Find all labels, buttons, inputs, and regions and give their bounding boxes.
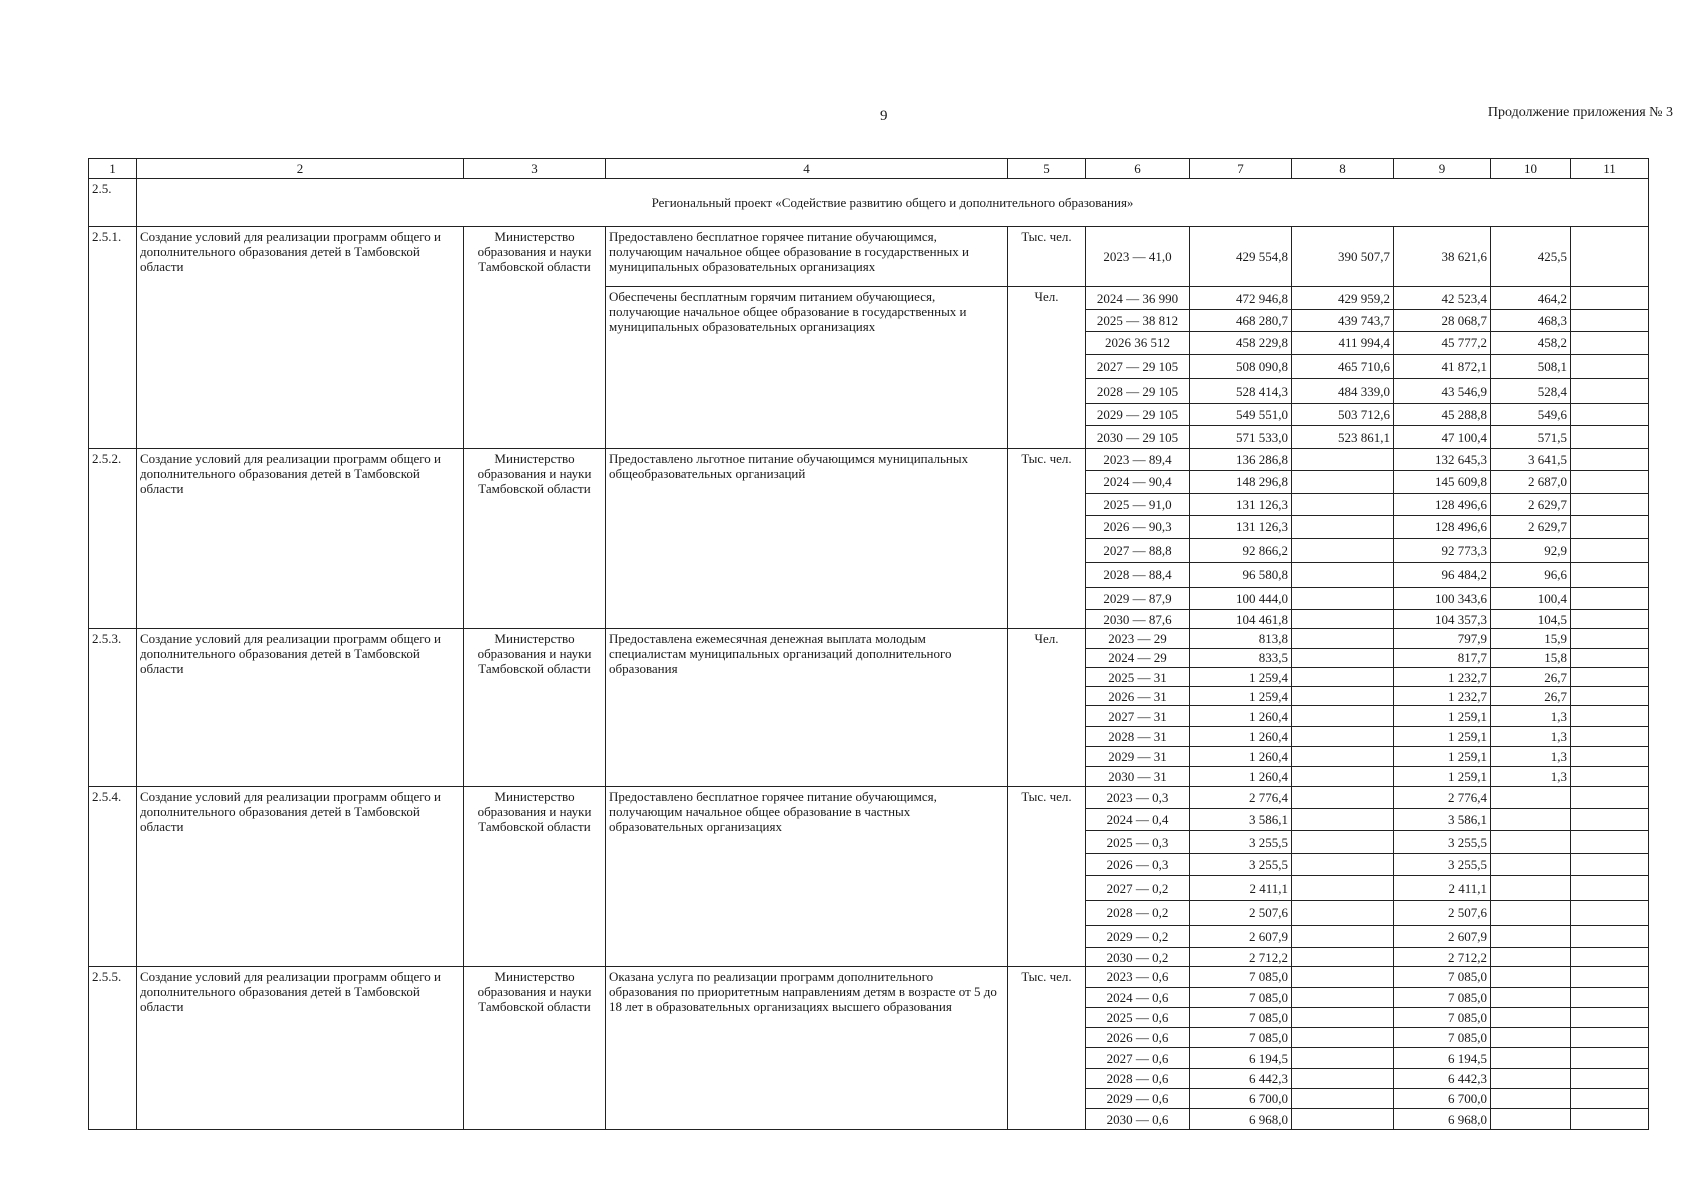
amount-col-10 <box>1491 1028 1571 1048</box>
target-value: 2028 — 88,4 <box>1086 563 1190 588</box>
target-value: 2027 — 88,8 <box>1086 538 1190 563</box>
amount-col-9: 1 259,1 <box>1394 767 1491 786</box>
target-value: 2026 — 31 <box>1086 687 1190 706</box>
table-row <box>89 227 1649 287</box>
amount-col-7: 571 533,0 <box>1190 426 1292 448</box>
amount-col-10: 549,6 <box>1491 403 1571 425</box>
target-value: 2026 — 0,6 <box>1086 1028 1190 1048</box>
amount-col-9: 28 068,7 <box>1394 309 1491 331</box>
responsible-org: Министерство образования и науки Тамбовской области <box>464 967 606 1130</box>
amount-col-10: 104,5 <box>1491 610 1571 629</box>
amount-col-7: 96 580,8 <box>1190 563 1292 588</box>
target-value: 2024 — 36 990 <box>1086 287 1190 309</box>
amount-col-7: 6 194,5 <box>1190 1048 1292 1068</box>
amount-col-11 <box>1571 287 1649 309</box>
amount-col-10: 571,5 <box>1491 426 1571 448</box>
amount-col-8 <box>1292 900 1394 925</box>
amount-col-7: 131 126,3 <box>1190 493 1292 515</box>
amount-col-7: 3 255,5 <box>1190 853 1292 875</box>
amount-col-8 <box>1292 563 1394 588</box>
amount-col-9: 1 259,1 <box>1394 747 1491 767</box>
amount-col-11 <box>1571 987 1649 1007</box>
target-value: 2029 — 0,2 <box>1086 925 1190 947</box>
amount-col-10: 528,4 <box>1491 379 1571 404</box>
amount-col-8 <box>1292 786 1394 808</box>
amount-col-8 <box>1292 493 1394 515</box>
amount-col-10: 26,7 <box>1491 667 1571 686</box>
amount-col-7: 1 260,4 <box>1190 706 1292 726</box>
amount-col-11 <box>1571 563 1649 588</box>
amount-col-10: 508,1 <box>1491 354 1571 379</box>
amount-col-10 <box>1491 925 1571 947</box>
amount-col-10 <box>1491 1007 1571 1027</box>
amount-col-8 <box>1292 809 1394 831</box>
amount-col-8 <box>1292 448 1394 470</box>
project-title: Региональный проект «Содействие развитию общего и дополнительного образования» <box>137 179 1649 227</box>
target-value: 2023 — 0,3 <box>1086 786 1190 808</box>
target-value: 2025 — 91,0 <box>1086 493 1190 515</box>
amount-col-7: 148 296,8 <box>1190 471 1292 493</box>
amount-col-11 <box>1571 379 1649 404</box>
target-value: 2025 — 31 <box>1086 667 1190 686</box>
amount-col-7: 104 461,8 <box>1190 610 1292 629</box>
amount-col-10 <box>1491 786 1571 808</box>
column-number-row <box>89 159 1649 179</box>
amount-col-8 <box>1292 1109 1394 1130</box>
amount-col-11 <box>1571 667 1649 686</box>
amount-col-10: 458,2 <box>1491 332 1571 354</box>
column-number-2: 2 <box>137 159 464 179</box>
responsible-org: Министерство образования и науки Тамбовской области <box>464 629 606 786</box>
amount-col-9: 43 546,9 <box>1394 379 1491 404</box>
amount-col-11 <box>1571 900 1649 925</box>
amount-col-7: 429 554,8 <box>1190 227 1292 287</box>
target-value: 2026 36 512 <box>1086 332 1190 354</box>
amount-col-8 <box>1292 767 1394 786</box>
amount-col-11 <box>1571 403 1649 425</box>
target-value: 2029 — 0,6 <box>1086 1089 1190 1109</box>
amount-col-11 <box>1571 493 1649 515</box>
amount-col-9: 104 357,3 <box>1394 610 1491 629</box>
table-row <box>89 786 1649 808</box>
amount-col-9: 2 712,2 <box>1394 948 1491 967</box>
amount-col-7: 472 946,8 <box>1190 287 1292 309</box>
amount-col-10: 1,3 <box>1491 767 1571 786</box>
amount-col-9: 45 288,8 <box>1394 403 1491 425</box>
amount-col-11 <box>1571 786 1649 808</box>
amount-col-9: 128 496,6 <box>1394 516 1491 538</box>
amount-col-8 <box>1292 687 1394 706</box>
item-name: Создание условий для реализации программ общего и дополнительного образования детей в Тамбовской области <box>137 448 464 629</box>
amount-col-9: 1 232,7 <box>1394 687 1491 706</box>
amount-col-7: 7 085,0 <box>1190 1028 1292 1048</box>
item-code: 2.5.5. <box>89 967 137 1130</box>
amount-col-7: 2 607,9 <box>1190 925 1292 947</box>
page-number: 9 <box>880 108 888 124</box>
amount-col-10 <box>1491 1089 1571 1109</box>
amount-col-10: 92,9 <box>1491 538 1571 563</box>
item-code: 2.5.1. <box>89 227 137 448</box>
table-row <box>89 448 1649 470</box>
amount-col-10: 1,3 <box>1491 706 1571 726</box>
column-number-1: 1 <box>89 159 137 179</box>
amount-col-8 <box>1292 987 1394 1007</box>
amount-col-10 <box>1491 948 1571 967</box>
amount-col-11 <box>1571 809 1649 831</box>
amount-col-11 <box>1571 332 1649 354</box>
table-row <box>89 629 1649 648</box>
amount-col-8: 439 743,7 <box>1292 309 1394 331</box>
amount-col-8 <box>1292 1007 1394 1027</box>
item-name: Создание условий для реализации программ общего и дополнительного образования детей в Тамбовской области <box>137 967 464 1130</box>
amount-col-8: 484 339,0 <box>1292 379 1394 404</box>
item-code: 2.5.4. <box>89 786 137 967</box>
amount-col-7: 2 712,2 <box>1190 948 1292 967</box>
amount-col-10 <box>1491 967 1571 987</box>
amount-col-11 <box>1571 1007 1649 1027</box>
target-value: 2030 — 87,6 <box>1086 610 1190 629</box>
amount-col-8 <box>1292 610 1394 629</box>
target-value: 2025 — 0,6 <box>1086 1007 1190 1027</box>
amount-col-8 <box>1292 948 1394 967</box>
amount-col-10 <box>1491 900 1571 925</box>
target-value: 2030 — 0,2 <box>1086 948 1190 967</box>
amount-col-11 <box>1571 648 1649 667</box>
amount-col-9: 132 645,3 <box>1394 448 1491 470</box>
amount-col-9: 7 085,0 <box>1394 987 1491 1007</box>
amount-col-10: 96,6 <box>1491 563 1571 588</box>
amount-col-10 <box>1491 876 1571 901</box>
amount-col-8 <box>1292 706 1394 726</box>
target-value: 2025 — 38 812 <box>1086 309 1190 331</box>
funding-table <box>88 158 1649 1130</box>
amount-col-11 <box>1571 471 1649 493</box>
item-code: 2.5.2. <box>89 448 137 629</box>
amount-col-11 <box>1571 876 1649 901</box>
amount-col-11 <box>1571 587 1649 609</box>
column-number-6: 6 <box>1086 159 1190 179</box>
result-description: Оказана услуга по реализации программ дополнительного образования по приоритетным направлениям детям в возрасте от 5 до 18 лет в образовательных организациях высшего образования <box>606 967 1008 1130</box>
amount-col-8 <box>1292 726 1394 746</box>
unit-of-measure: Тыс. чел. <box>1008 448 1086 629</box>
amount-col-9: 797,9 <box>1394 629 1491 648</box>
amount-col-11 <box>1571 831 1649 853</box>
target-value: 2023 — 0,6 <box>1086 967 1190 987</box>
amount-col-8 <box>1292 853 1394 875</box>
unit-of-measure: Чел. <box>1008 629 1086 786</box>
amount-col-8: 390 507,7 <box>1292 227 1394 287</box>
amount-col-8 <box>1292 538 1394 563</box>
table-row <box>89 967 1649 987</box>
target-value: 2023 — 29 <box>1086 629 1190 648</box>
amount-col-9: 96 484,2 <box>1394 563 1491 588</box>
amount-col-10: 2 629,7 <box>1491 516 1571 538</box>
target-value: 2023 — 41,0 <box>1086 227 1190 287</box>
amount-col-7: 92 866,2 <box>1190 538 1292 563</box>
appendix-continuation-note: Продолжение приложения № 3 <box>1487 105 1673 120</box>
amount-col-7: 7 085,0 <box>1190 987 1292 1007</box>
result-description: Предоставлено бесплатное горячее питание обучающимся, получающим начальное общее образование в государственных и муниципальных образовательных организациях <box>606 227 1008 287</box>
unit-of-measure: Тыс. чел. <box>1008 967 1086 1130</box>
amount-col-9: 2 411,1 <box>1394 876 1491 901</box>
responsible-org: Министерство образования и науки Тамбовской области <box>464 786 606 967</box>
amount-col-8 <box>1292 1068 1394 1088</box>
amount-col-7: 813,8 <box>1190 629 1292 648</box>
amount-col-7: 1 259,4 <box>1190 667 1292 686</box>
amount-col-7: 2 411,1 <box>1190 876 1292 901</box>
amount-col-11 <box>1571 309 1649 331</box>
amount-col-11 <box>1571 1089 1649 1109</box>
amount-col-10: 2 687,0 <box>1491 471 1571 493</box>
amount-col-7: 6 442,3 <box>1190 1068 1292 1088</box>
amount-col-11 <box>1571 227 1649 287</box>
amount-col-10 <box>1491 987 1571 1007</box>
target-value: 2028 — 31 <box>1086 726 1190 746</box>
amount-col-8: 429 959,2 <box>1292 287 1394 309</box>
amount-col-10: 15,9 <box>1491 629 1571 648</box>
amount-col-7: 833,5 <box>1190 648 1292 667</box>
amount-col-8: 523 861,1 <box>1292 426 1394 448</box>
amount-col-10 <box>1491 853 1571 875</box>
amount-col-11 <box>1571 925 1649 947</box>
target-value: 2027 — 31 <box>1086 706 1190 726</box>
amount-col-7: 6 968,0 <box>1190 1109 1292 1130</box>
amount-col-10: 2 629,7 <box>1491 493 1571 515</box>
amount-col-7: 1 260,4 <box>1190 747 1292 767</box>
amount-col-8 <box>1292 1089 1394 1109</box>
amount-col-9: 6 442,3 <box>1394 1068 1491 1088</box>
amount-col-10: 464,2 <box>1491 287 1571 309</box>
amount-col-8 <box>1292 831 1394 853</box>
unit-of-measure: Тыс. чел. <box>1008 786 1086 967</box>
amount-col-9: 41 872,1 <box>1394 354 1491 379</box>
amount-col-7: 508 090,8 <box>1190 354 1292 379</box>
result-description: Предоставлено льготное питание обучающимся муниципальных общеобразовательных организаций <box>606 448 1008 629</box>
amount-col-10: 1,3 <box>1491 726 1571 746</box>
amount-col-9: 1 232,7 <box>1394 667 1491 686</box>
amount-col-10: 1,3 <box>1491 747 1571 767</box>
amount-col-9: 1 259,1 <box>1394 726 1491 746</box>
amount-col-9: 6 968,0 <box>1394 1109 1491 1130</box>
target-value: 2024 — 0,4 <box>1086 809 1190 831</box>
amount-col-7: 468 280,7 <box>1190 309 1292 331</box>
amount-col-11 <box>1571 706 1649 726</box>
target-value: 2030 — 31 <box>1086 767 1190 786</box>
result-description: Предоставлена ежемесячная денежная выплата молодым специалистам муниципальных организаций дополнительного образования <box>606 629 1008 786</box>
amount-col-8 <box>1292 471 1394 493</box>
column-number-7: 7 <box>1190 159 1292 179</box>
amount-col-9: 45 777,2 <box>1394 332 1491 354</box>
amount-col-9: 47 100,4 <box>1394 426 1491 448</box>
target-value: 2027 — 0,2 <box>1086 876 1190 901</box>
amount-col-9: 2 776,4 <box>1394 786 1491 808</box>
column-number-4: 4 <box>606 159 1008 179</box>
target-value: 2029 — 29 105 <box>1086 403 1190 425</box>
target-value: 2024 — 29 <box>1086 648 1190 667</box>
amount-col-7: 1 259,4 <box>1190 687 1292 706</box>
amount-col-9: 100 343,6 <box>1394 587 1491 609</box>
amount-col-11 <box>1571 726 1649 746</box>
amount-col-7: 458 229,8 <box>1190 332 1292 354</box>
item-name: Создание условий для реализации программ общего и дополнительного образования детей в Тамбовской области <box>137 629 464 786</box>
amount-col-7: 549 551,0 <box>1190 403 1292 425</box>
amount-col-11 <box>1571 1048 1649 1068</box>
amount-col-8: 465 710,6 <box>1292 354 1394 379</box>
amount-col-7: 3 255,5 <box>1190 831 1292 853</box>
amount-col-9: 38 621,6 <box>1394 227 1491 287</box>
amount-col-11 <box>1571 354 1649 379</box>
amount-col-11 <box>1571 1109 1649 1130</box>
amount-col-11 <box>1571 610 1649 629</box>
item-code: 2.5.3. <box>89 629 137 786</box>
amount-col-11 <box>1571 853 1649 875</box>
amount-col-11 <box>1571 747 1649 767</box>
amount-col-8 <box>1292 667 1394 686</box>
result-description: Обеспечены бесплатным горячим питанием обучающиеся, получающие начальное общее образование в государственных и муниципальных образовательных организациях <box>606 287 1008 448</box>
amount-col-7: 100 444,0 <box>1190 587 1292 609</box>
amount-col-11 <box>1571 629 1649 648</box>
amount-col-9: 3 255,5 <box>1394 831 1491 853</box>
amount-col-9: 3 586,1 <box>1394 809 1491 831</box>
amount-col-9: 1 259,1 <box>1394 706 1491 726</box>
amount-col-11 <box>1571 1068 1649 1088</box>
amount-col-10: 425,5 <box>1491 227 1571 287</box>
amount-col-7: 7 085,0 <box>1190 967 1292 987</box>
target-value: 2023 — 89,4 <box>1086 448 1190 470</box>
amount-col-7: 7 085,0 <box>1190 1007 1292 1027</box>
amount-col-8 <box>1292 629 1394 648</box>
amount-col-11 <box>1571 538 1649 563</box>
amount-col-7: 1 260,4 <box>1190 726 1292 746</box>
column-number-11: 11 <box>1571 159 1649 179</box>
amount-col-11 <box>1571 967 1649 987</box>
unit-of-measure: Чел. <box>1008 287 1086 448</box>
target-value: 2026 — 90,3 <box>1086 516 1190 538</box>
amount-col-10 <box>1491 831 1571 853</box>
project-code: 2.5. <box>89 179 137 227</box>
target-value: 2026 — 0,3 <box>1086 853 1190 875</box>
amount-col-7: 136 286,8 <box>1190 448 1292 470</box>
amount-col-10 <box>1491 1048 1571 1068</box>
amount-col-7: 131 126,3 <box>1190 516 1292 538</box>
target-value: 2029 — 31 <box>1086 747 1190 767</box>
amount-col-7: 2 507,6 <box>1190 900 1292 925</box>
funding-table-body <box>89 159 1649 1130</box>
column-number-8: 8 <box>1292 159 1394 179</box>
column-number-5: 5 <box>1008 159 1086 179</box>
amount-col-7: 2 776,4 <box>1190 786 1292 808</box>
amount-col-11 <box>1571 516 1649 538</box>
amount-col-8 <box>1292 1028 1394 1048</box>
responsible-org: Министерство образования и науки Тамбовской области <box>464 448 606 629</box>
amount-col-8 <box>1292 925 1394 947</box>
amount-col-10: 3 641,5 <box>1491 448 1571 470</box>
amount-col-9: 7 085,0 <box>1394 1007 1491 1027</box>
target-value: 2027 — 0,6 <box>1086 1048 1190 1068</box>
amount-col-9: 145 609,8 <box>1394 471 1491 493</box>
amount-col-8 <box>1292 587 1394 609</box>
amount-col-10 <box>1491 1109 1571 1130</box>
target-value: 2025 — 0,3 <box>1086 831 1190 853</box>
amount-col-11 <box>1571 426 1649 448</box>
amount-col-9: 128 496,6 <box>1394 493 1491 515</box>
amount-col-7: 528 414,3 <box>1190 379 1292 404</box>
unit-of-measure: Тыс. чел. <box>1008 227 1086 287</box>
amount-col-11 <box>1571 687 1649 706</box>
target-value: 2030 — 29 105 <box>1086 426 1190 448</box>
amount-col-9: 817,7 <box>1394 648 1491 667</box>
responsible-org: Министерство образования и науки Тамбовской области <box>464 227 606 448</box>
target-value: 2029 — 87,9 <box>1086 587 1190 609</box>
amount-col-10: 15,8 <box>1491 648 1571 667</box>
item-name: Создание условий для реализации программ общего и дополнительного образования детей в Тамбовской области <box>137 786 464 967</box>
column-number-9: 9 <box>1394 159 1491 179</box>
amount-col-8 <box>1292 747 1394 767</box>
amount-col-9: 7 085,0 <box>1394 1028 1491 1048</box>
target-value: 2028 — 0,6 <box>1086 1068 1190 1088</box>
target-value: 2030 — 0,6 <box>1086 1109 1190 1130</box>
amount-col-9: 7 085,0 <box>1394 967 1491 987</box>
amount-col-10 <box>1491 809 1571 831</box>
amount-col-7: 6 700,0 <box>1190 1089 1292 1109</box>
result-description: Предоставлено бесплатное горячее питание обучающимся, получающим начальное общее образование в частных образовательных организациях <box>606 786 1008 967</box>
amount-col-8 <box>1292 516 1394 538</box>
target-value: 2028 — 29 105 <box>1086 379 1190 404</box>
column-number-3: 3 <box>464 159 606 179</box>
amount-col-9: 3 255,5 <box>1394 853 1491 875</box>
target-value: 2028 — 0,2 <box>1086 900 1190 925</box>
amount-col-9: 2 607,9 <box>1394 925 1491 947</box>
amount-col-10 <box>1491 1068 1571 1088</box>
amount-col-8 <box>1292 876 1394 901</box>
item-name: Создание условий для реализации программ общего и дополнительного образования детей в Тамбовской области <box>137 227 464 448</box>
amount-col-7: 1 260,4 <box>1190 767 1292 786</box>
amount-col-10: 468,3 <box>1491 309 1571 331</box>
amount-col-8: 411 994,4 <box>1292 332 1394 354</box>
amount-col-9: 6 194,5 <box>1394 1048 1491 1068</box>
amount-col-8 <box>1292 648 1394 667</box>
amount-col-10: 26,7 <box>1491 687 1571 706</box>
amount-col-9: 92 773,3 <box>1394 538 1491 563</box>
amount-col-11 <box>1571 767 1649 786</box>
project-row <box>89 179 1649 227</box>
amount-col-11 <box>1571 948 1649 967</box>
amount-col-9: 2 507,6 <box>1394 900 1491 925</box>
amount-col-8 <box>1292 967 1394 987</box>
column-number-10: 10 <box>1491 159 1571 179</box>
amount-col-11 <box>1571 1028 1649 1048</box>
target-value: 2024 — 90,4 <box>1086 471 1190 493</box>
amount-col-8: 503 712,6 <box>1292 403 1394 425</box>
amount-col-9: 42 523,4 <box>1394 287 1491 309</box>
amount-col-7: 3 586,1 <box>1190 809 1292 831</box>
amount-col-9: 6 700,0 <box>1394 1089 1491 1109</box>
target-value: 2027 — 29 105 <box>1086 354 1190 379</box>
amount-col-11 <box>1571 448 1649 470</box>
amount-col-8 <box>1292 1048 1394 1068</box>
amount-col-10: 100,4 <box>1491 587 1571 609</box>
target-value: 2024 — 0,6 <box>1086 987 1190 1007</box>
